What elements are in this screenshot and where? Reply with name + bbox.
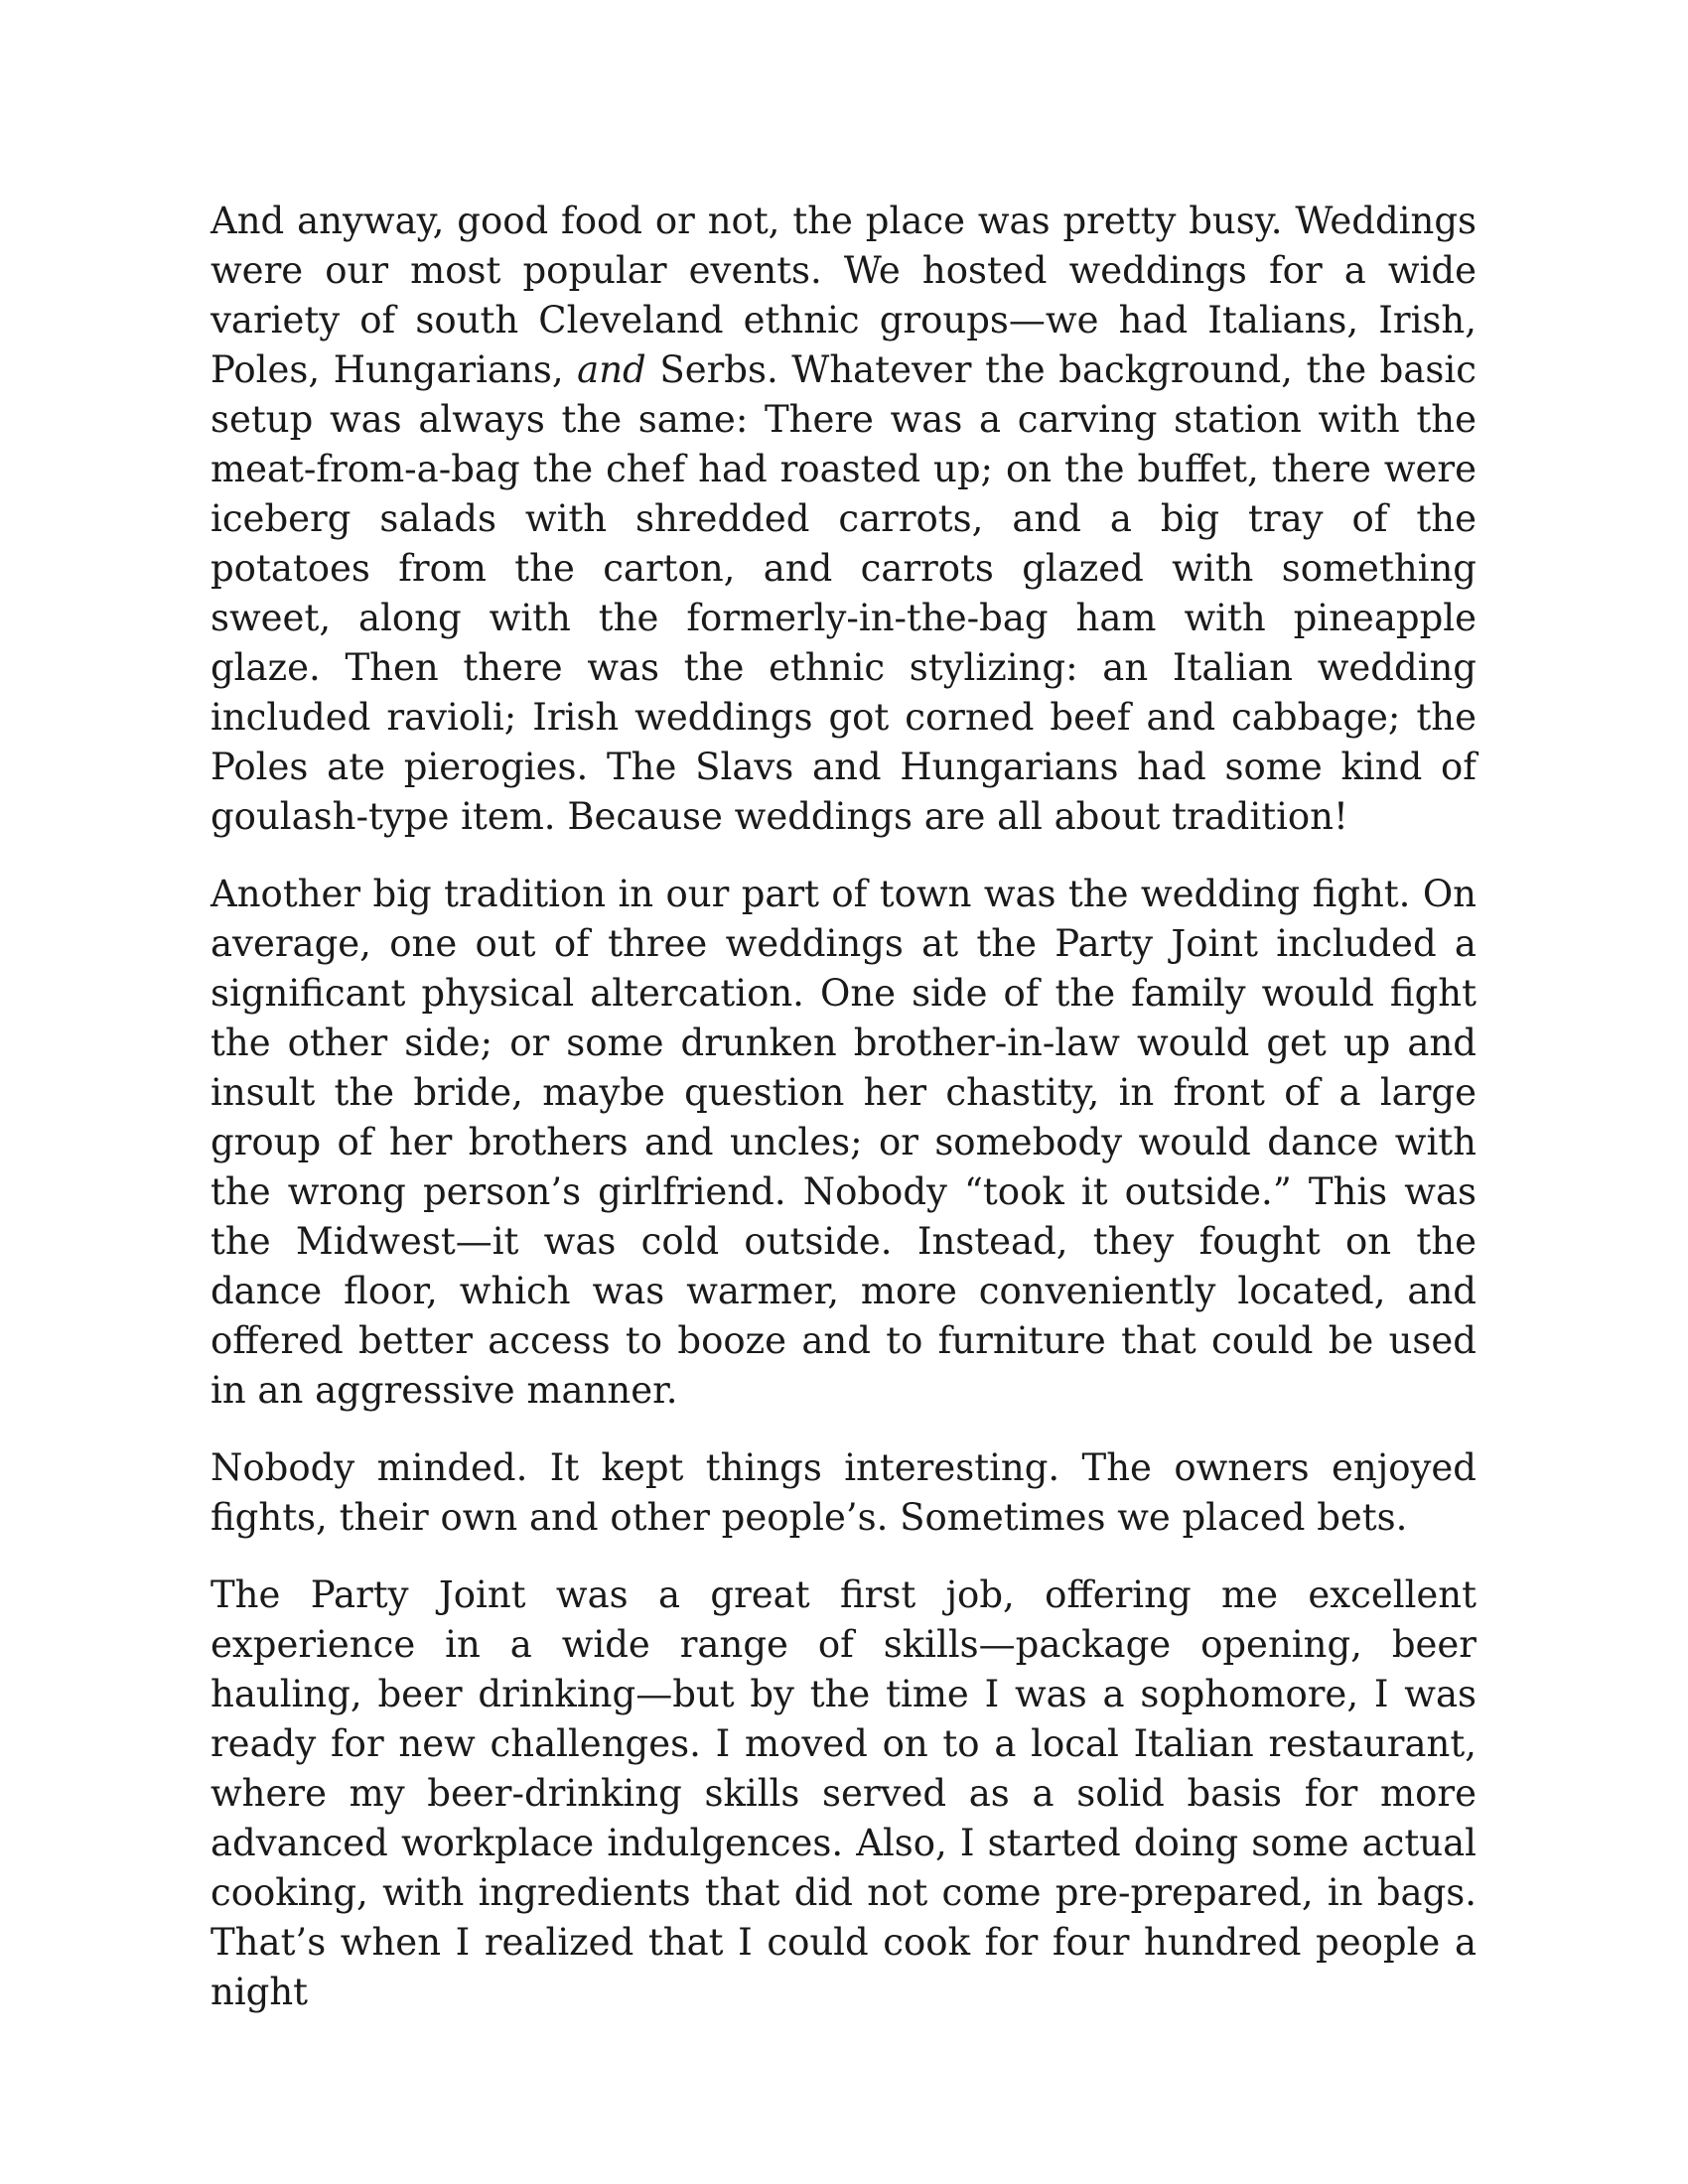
paragraph-wedding-fight: Another big tradition in our part of town was the wedding fight. On average, one out of three weddings at the Party Joint included a significant physical altercation. One side of the family would fight the other side; or some drunken brother-in-law would get up and insult the bride, maybe question her chastity, in front of a large group of her brothers and uncles; or somebody would dance with the wrong person’s girlfriend. Nobody “took it outside.” This was the Midwest—it was cold outside. Instead, they fought on the dance floor, which was warmer, more conveniently located, and offered better access to booze and to furniture that could be used in an aggressive manner. [211, 873, 1477, 1412]
paragraph-weddings-text-after: Serbs. Whatever the background, the basic setup was always the same: There was a carving station with the meat-from-a-bag the chef had roasted up; on the buffet, there were iceberg salads with shredded carrots, and a big tray of the potatoes from the carton, and carrots glazed with something sweet, along with the formerly-in-the-bag ham with pineapple glaze. Then there was the ethnic stylizing: an Italian wedding included ravioli; Irish weddings got corned beef and cabbage; the Poles ate pierogies. The Slavs and Hungarians had some kind of goulash-type item. Because weddings are all about tradition! [211, 348, 1477, 838]
document-page [211, 197, 1477, 2017]
emphasis-and: and [577, 348, 646, 391]
paragraph-party-joint: The Party Joint was a great first job, offering me excellent experience in a wide range of skills—package opening, beer hauling, beer drinking—but by the time I was a sophomore, I was ready for new challenges. I moved on to a local Italian restaurant, where my beer-drinking skills served as a solid basis for more advanced workplace indulgences. Also, I started doing some actual cooking, with ingredients that did not come pre-prepared, in bags. That’s when I realized that I could cook for four hundred people a night [211, 1573, 1477, 2013]
paragraph-nobody-minded: Nobody minded. It kept things interesting. The owners enjoyed fights, their own and other people’s. Sometimes we placed bets. [211, 1446, 1477, 1539]
paragraph-weddings [211, 197, 1477, 842]
paragraph-weddings-text-before: And anyway, good food or not, the place was pretty busy. Weddings were our most popular events. We hosted weddings for a wide variety of south Cleveland ethnic groups—we had Italians, Irish, Poles, Hungarians, [211, 200, 1477, 391]
